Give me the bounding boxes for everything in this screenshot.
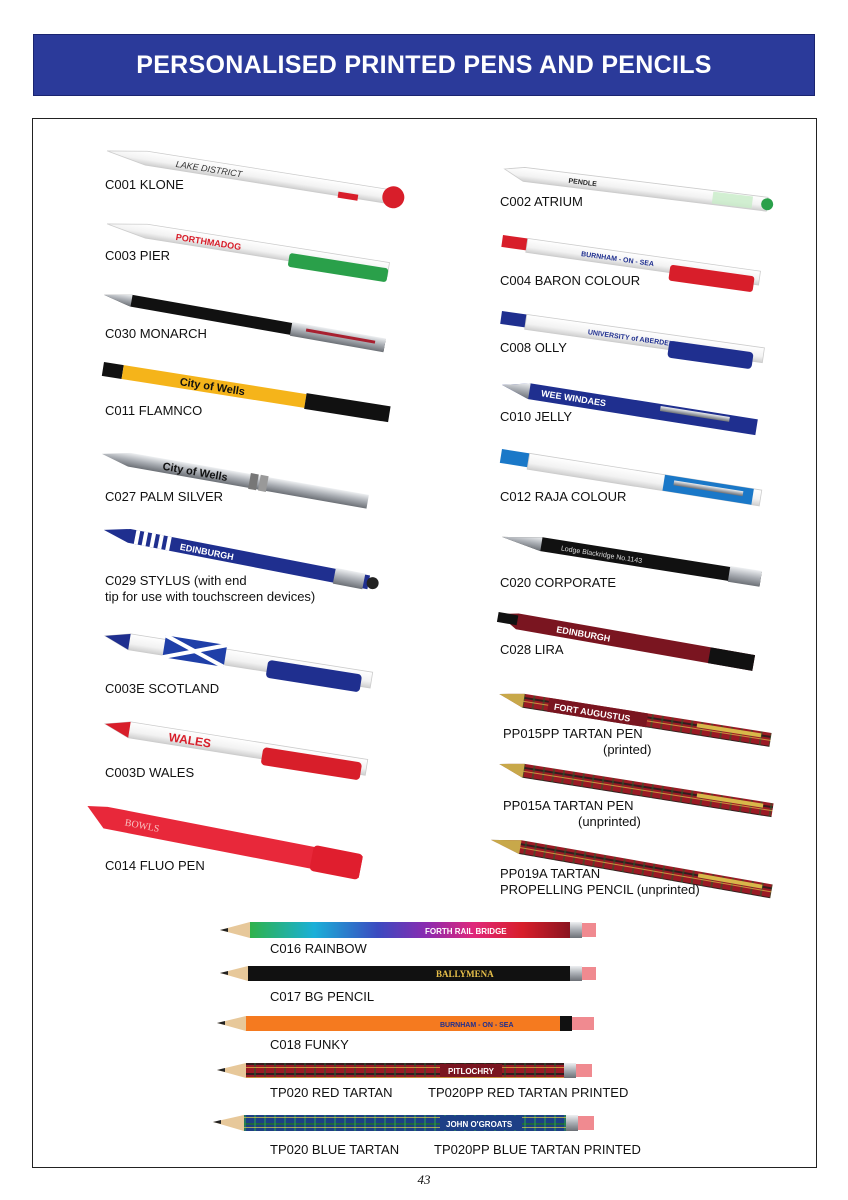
svg-text:FORT AUGUSTUS: FORT AUGUSTUS	[553, 701, 632, 724]
svg-text:City of Wells: City of Wells	[178, 376, 246, 399]
label-tp020-red: TP020 RED TARTAN	[270, 1085, 393, 1100]
label-pp015pp-line2: (printed)	[603, 742, 652, 757]
label-tp020-blue: TP020 BLUE TARTAN	[270, 1142, 400, 1157]
label-pp019a	[500, 866, 700, 898]
svg-text:PORTHMADOG: PORTHMADOG	[175, 231, 242, 253]
pen-c001-klone	[105, 141, 406, 210]
svg-text:BURNHAM - ON - SEA: BURNHAM - ON - SEA	[440, 1022, 514, 1029]
svg-text:BURNHAM - ON - SEA: BURNHAM - ON - SEA	[580, 251, 655, 269]
label-c029-stylus-line2: tip for use with touchscreen devices)	[105, 589, 316, 604]
svg-text:Lodge Blackridge No.1143: Lodge Blackridge No.1143	[560, 545, 643, 566]
label-c018-funky: C018 FUNKY	[270, 1037, 349, 1052]
svg-text:WALES: WALES	[167, 730, 213, 751]
pencil-tp020-red-tartan	[217, 1063, 592, 1078]
page-title: PERSONALISED PRINTED PENS AND PENCILS	[136, 50, 712, 79]
pencil-c016-rainbow	[220, 922, 596, 938]
pen-c010-jelly	[500, 379, 757, 435]
label-c003-pier: C003 PIER	[105, 248, 171, 263]
label-c004-baron: C004 BARON COLOUR	[500, 273, 641, 288]
pen-c030-monarch	[103, 289, 386, 352]
label-pp019a-line2: PROPELLING PENCIL (unprinted)	[500, 882, 700, 897]
label-c002-atrium: C002 ATRIUM	[500, 194, 583, 209]
svg-text:LAKE DISTRICT: LAKE DISTRICT	[175, 158, 243, 180]
svg-text:EDINBURGH: EDINBURGH	[555, 624, 612, 644]
page-number: 43	[417, 1172, 431, 1187]
svg-text:PITLOCHRY: PITLOCHRY	[448, 1067, 494, 1076]
label-c003d-wales: C003D WALES	[105, 765, 195, 780]
label-c030-monarch: C030 MONARCH	[105, 326, 207, 341]
svg-text:EDINBURGH: EDINBURGH	[179, 541, 235, 563]
label-c003e-scotland: C003E SCOTLAND	[105, 681, 220, 696]
label-c029-stylus	[105, 573, 315, 605]
pencil-tp020-blue-tartan	[213, 1115, 594, 1131]
label-pp019a-line1: PP019A TARTAN	[500, 866, 601, 881]
label-pp015a-line2: (unprinted)	[578, 814, 641, 829]
label-tp020pp-red: TP020PP RED TARTAN PRINTED	[428, 1085, 629, 1100]
label-c011-flamnco: C011 FLAMNCO	[105, 403, 203, 418]
label-pp015pp	[503, 726, 651, 758]
label-c012-raja: C012 RAJA COLOUR	[500, 489, 627, 504]
label-pp015a-line1: PP015A TARTAN PEN	[503, 798, 634, 813]
svg-text:BALLYMENA: BALLYMENA	[436, 969, 494, 979]
label-c028-lira: C028 LIRA	[500, 642, 564, 657]
svg-text:WEE WINDAES: WEE WINDAES	[540, 388, 607, 409]
label-c008-olly: C008 OLLY	[500, 340, 567, 355]
pen-c028-lira	[496, 610, 755, 671]
label-c020-corporate: C020 CORPORATE	[500, 575, 617, 590]
svg-text:UNIVERSITY of ABERDEEN: UNIVERSITY of ABERDEEN	[587, 329, 679, 349]
label-c016-rainbow: C016 RAINBOW	[270, 941, 367, 956]
pencil-c018-funky	[217, 1016, 594, 1031]
svg-text:PENDLE: PENDLE	[568, 177, 598, 189]
label-c014-fluo: C014 FLUO PEN	[105, 858, 205, 873]
label-c001-klone: C001 KLONE	[105, 177, 184, 192]
label-c027-palm-silver: C027 PALM SILVER	[105, 489, 224, 504]
svg-text:FORTH RAIL BRIDGE: FORTH RAIL BRIDGE	[425, 927, 507, 936]
label-pp015a	[503, 798, 641, 830]
label-pp015pp-line1: PP015PP TARTAN PEN	[503, 726, 643, 741]
label-c010-jelly: C010 JELLY	[500, 409, 573, 424]
svg-text:City of Wells: City of Wells	[161, 460, 229, 484]
label-c029-stylus-line1: C029 STYLUS (with end	[105, 573, 247, 588]
pencil-c017-bg	[220, 966, 596, 981]
label-tp020pp-blue: TP020PP BLUE TARTAN PRINTED	[434, 1142, 641, 1157]
svg-text:JOHN O'GROATS: JOHN O'GROATS	[446, 1120, 513, 1129]
label-c017-bg: C017 BG PENCIL	[270, 989, 375, 1004]
svg-text:BOWLS: BOWLS	[123, 817, 161, 835]
